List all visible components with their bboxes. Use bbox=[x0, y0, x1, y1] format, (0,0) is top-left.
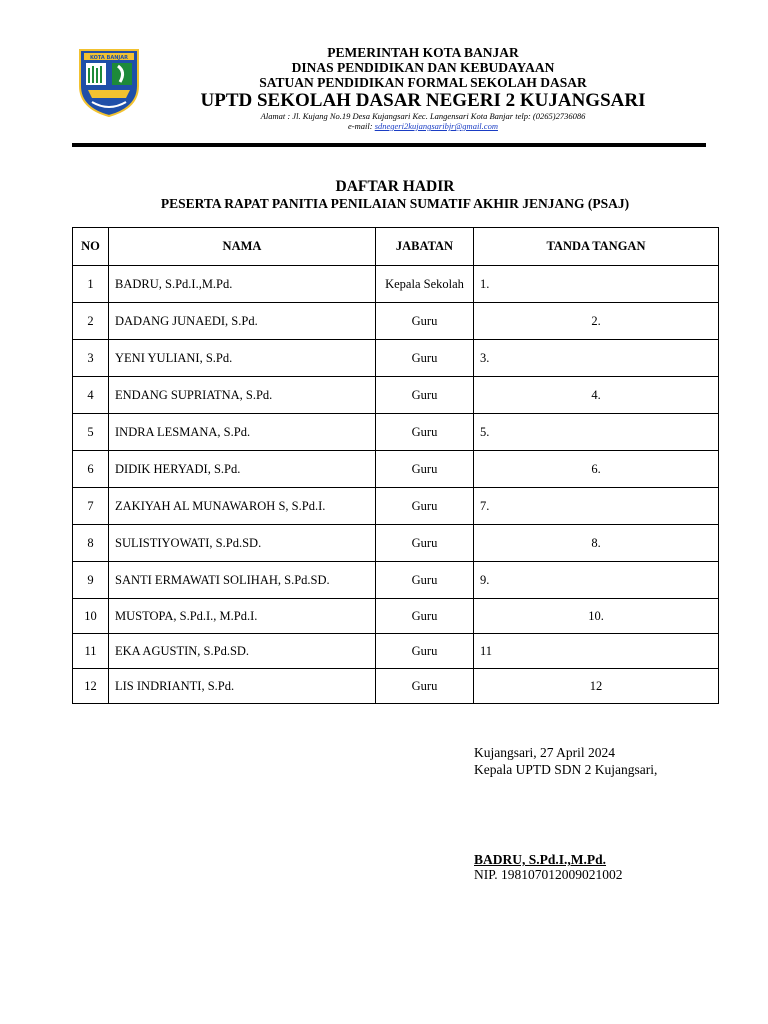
signature-role: Kepala UPTD SDN 2 Kujangsari, bbox=[474, 762, 658, 777]
letterhead-department: DINAS PENDIDIKAN DAN KEBUDAYAAN bbox=[291, 60, 555, 75]
row-number: 3 bbox=[73, 340, 109, 377]
signature-cell: 4. bbox=[474, 377, 719, 414]
signature-cell: 5. bbox=[474, 414, 719, 451]
letterhead-unit: SATUAN PENDIDIKAN FORMAL SEKOLAH DASAR bbox=[259, 75, 587, 90]
row-number: 11 bbox=[73, 634, 109, 669]
table-row bbox=[73, 525, 719, 562]
signatory-nip: NIP. 198107012009021002 bbox=[474, 867, 623, 882]
row-number: 6 bbox=[73, 451, 109, 488]
signature-cell: 3. bbox=[474, 340, 719, 377]
row-number: 9 bbox=[73, 562, 109, 599]
table-row bbox=[73, 266, 719, 303]
row-number: 2 bbox=[73, 303, 109, 340]
letterhead-school-name: UPTD SEKOLAH DASAR NEGERI 2 KUJANGSARI bbox=[200, 90, 646, 111]
logo-label: KOTA BANJAR bbox=[90, 55, 128, 61]
table-row bbox=[73, 303, 719, 340]
letterhead-address: Alamat : Jl. Kujang No.19 Desa Kujangsari Kec. Langensari Kota Banjar telp: (0265)2736086 bbox=[260, 111, 586, 121]
participant-name: ZAKIYAH AL MUNAWAROH S, S.Pd.I. bbox=[109, 488, 376, 525]
column-header-name: NAMA bbox=[109, 228, 376, 266]
attendance-table bbox=[72, 227, 719, 704]
participant-position: Guru bbox=[376, 451, 474, 488]
participant-name: SANTI ERMAWATI SOLIHAH, S.Pd.SD. bbox=[109, 562, 376, 599]
signatory-name: BADRU, S.Pd.I.,M.Pd. bbox=[474, 852, 607, 867]
participant-name: LIS INDRIANTI, S.Pd. bbox=[109, 669, 376, 704]
participant-name: EKA AGUSTIN, S.Pd.SD. bbox=[109, 634, 376, 669]
row-number: 10 bbox=[73, 599, 109, 634]
participant-name: INDRA LESMANA, S.Pd. bbox=[109, 414, 376, 451]
participant-name: SULISTIYOWATI, S.Pd.SD. bbox=[109, 525, 376, 562]
participant-position: Kepala Sekolah bbox=[376, 266, 474, 303]
signature-cell: 11 bbox=[474, 634, 719, 669]
email-link[interactable]: sdnegeri2kujangsaribjr@gmail.com bbox=[374, 121, 498, 131]
participant-name: YENI YULIANI, S.Pd. bbox=[109, 340, 376, 377]
participant-position: Guru bbox=[376, 669, 474, 704]
row-number: 12 bbox=[73, 669, 109, 704]
participant-position: Guru bbox=[376, 525, 474, 562]
signature-cell: 2. bbox=[474, 303, 719, 340]
row-number: 8 bbox=[73, 525, 109, 562]
signature-place-date: Kujangsari, 27 April 2024 bbox=[474, 745, 615, 760]
participant-position: Guru bbox=[376, 377, 474, 414]
column-header-no: NO bbox=[73, 228, 109, 266]
participant-position: Guru bbox=[376, 488, 474, 525]
city-emblem-logo bbox=[78, 46, 140, 118]
row-number: 1 bbox=[73, 266, 109, 303]
participant-name: ENDANG SUPRIATNA, S.Pd. bbox=[109, 377, 376, 414]
table-row bbox=[73, 562, 719, 599]
participant-name: MUSTOPA, S.Pd.I., M.Pd.I. bbox=[109, 599, 376, 634]
table-row bbox=[73, 340, 719, 377]
column-header-position: JABATAN bbox=[376, 228, 474, 266]
participant-position: Guru bbox=[376, 562, 474, 599]
letterhead-email-line bbox=[190, 121, 656, 131]
email-label: e-mail: bbox=[348, 121, 375, 131]
table-row bbox=[73, 669, 719, 704]
signature-cell: 8. bbox=[474, 525, 719, 562]
table-row bbox=[73, 377, 719, 414]
row-number: 5 bbox=[73, 414, 109, 451]
participant-position: Guru bbox=[376, 303, 474, 340]
column-header-signature: TANDA TANGAN bbox=[474, 228, 719, 266]
table-row bbox=[73, 451, 719, 488]
table-row bbox=[73, 634, 719, 669]
table-row bbox=[73, 414, 719, 451]
signature-cell: 9. bbox=[474, 562, 719, 599]
document-title: DAFTAR HADIR bbox=[335, 178, 455, 195]
participant-position: Guru bbox=[376, 414, 474, 451]
signature-cell: 12 bbox=[474, 669, 719, 704]
signature-cell: 6. bbox=[474, 451, 719, 488]
participant-position: Guru bbox=[376, 634, 474, 669]
row-number: 7 bbox=[73, 488, 109, 525]
participant-name: DADANG JUNAEDI, S.Pd. bbox=[109, 303, 376, 340]
participant-position: Guru bbox=[376, 599, 474, 634]
participant-name: BADRU, S.Pd.I.,M.Pd. bbox=[109, 266, 376, 303]
signature-cell: 1. bbox=[474, 266, 719, 303]
table-header-row bbox=[73, 228, 719, 266]
row-number: 4 bbox=[73, 377, 109, 414]
table-row bbox=[73, 599, 719, 634]
table-row bbox=[73, 488, 719, 525]
participant-name: DIDIK HERYADI, S.Pd. bbox=[109, 451, 376, 488]
letterhead-government: PEMERINTAH KOTA BANJAR bbox=[327, 45, 519, 60]
signature-cell: 7. bbox=[474, 488, 719, 525]
signature-cell: 10. bbox=[474, 599, 719, 634]
document-subtitle: PESERTA RAPAT PANITIA PENILAIAN SUMATIF AKHIR JENJANG (PSAJ) bbox=[160, 196, 630, 211]
participant-position: Guru bbox=[376, 340, 474, 377]
letterhead-divider bbox=[72, 143, 706, 147]
